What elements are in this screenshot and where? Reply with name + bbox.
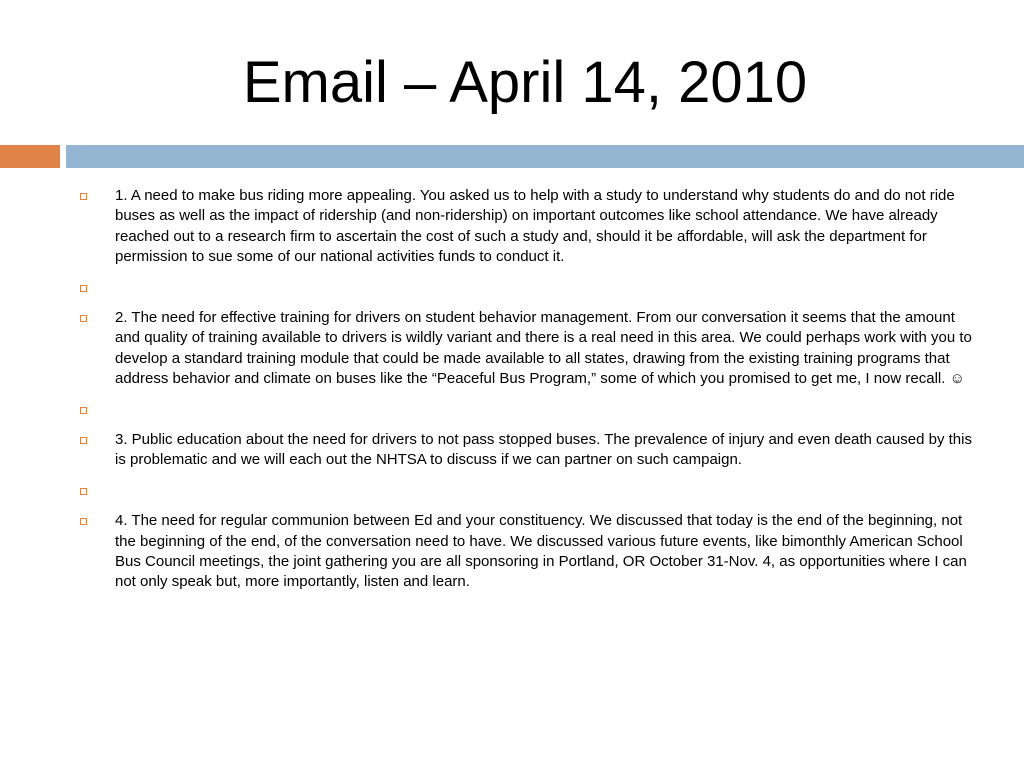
square-bullet-icon [80, 518, 87, 525]
bullet-item-empty [78, 481, 978, 501]
square-bullet-icon [80, 407, 87, 414]
bullet-text: 3. Public education about the need for drivers to not pass stopped buses. The prevalence of injury and even death caused by this is problematic and we will each out the NHTSA to discuss if we can partner on such campaign. [115, 431, 972, 469]
square-bullet-icon [80, 285, 87, 292]
bullet-item [78, 430, 978, 471]
bullet-text: 2. The need for effective training for drivers on student behavior management. From our conversation it seems that the amount and quality of training available to drivers is wildly variant and there is a real need in this area. We could perhaps work with you to develop a standard training module that could be made available to all states, drawing from the existing training programs that address behavior and climate on buses like the “Peaceful Bus Program,” some of which you promised to get me, I now recall. ☺ [115, 309, 972, 388]
accent-bar-blue [66, 145, 1024, 168]
bullet-text: 1. A need to make bus riding more appealing. You asked us to help with a study to understand why students do and do not ride buses as well as the impact of ridership (and non-ridership) on important outcomes like school attendance. We have already reached out to a research firm to ascertain the cost of such a study and, should it be affordable, will ask the department for permission to sue some of our national activities funds to conduct it. [115, 187, 955, 266]
bullet-text: 4. The need for regular communion between Ed and your constituency. We discussed that today is the end of the beginning, not the beginning of the end, of the conversation need to have. We discussed various future events, like bimonthly American School Bus Council meetings, the joint gathering you are all sponsoring in Portland, OR October 31-Nov. 4, as opportunities where I can not only speak but, more importantly, listen and learn. [115, 512, 967, 591]
accent-bar-orange [0, 145, 60, 168]
square-bullet-icon [80, 315, 87, 322]
square-bullet-icon [80, 193, 87, 200]
bullet-item-empty [78, 278, 978, 298]
bullet-item [78, 511, 978, 593]
square-bullet-icon [80, 437, 87, 444]
slide-title: Email – April 14, 2010 [242, 50, 808, 115]
square-bullet-icon [80, 488, 87, 495]
bullet-list [78, 186, 978, 603]
bullet-item [78, 308, 978, 390]
bullet-item-empty [78, 400, 978, 420]
bullet-item [78, 186, 978, 268]
